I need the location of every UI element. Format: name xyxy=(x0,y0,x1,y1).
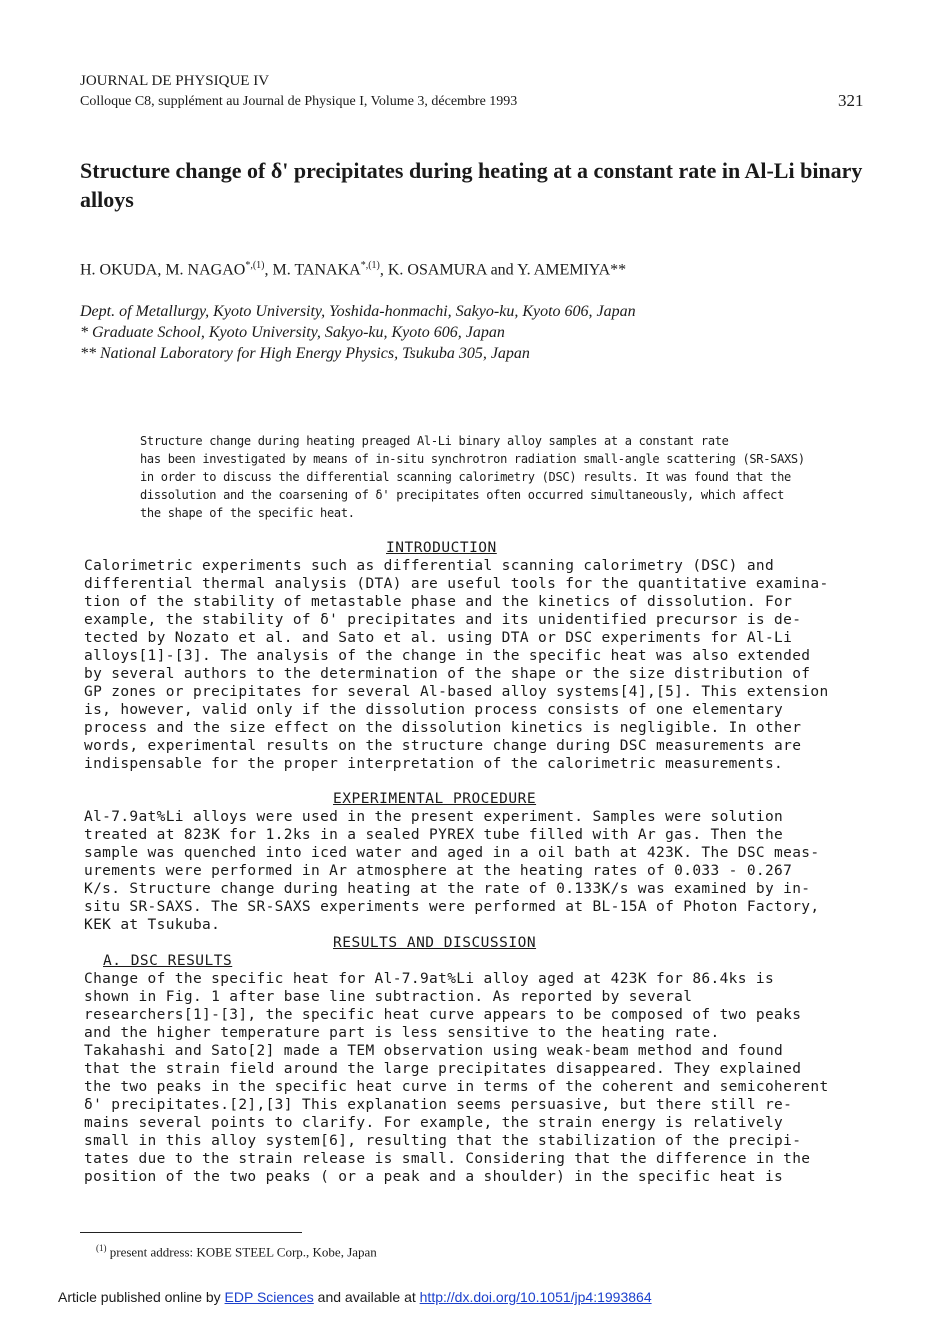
abstract-line: dissolution and the coarsening of δ' precipitates often occurred simultaneously, which affect xyxy=(140,488,784,502)
body-line: words, experimental results on the structure change during DSC measurements are xyxy=(84,738,802,754)
body-line: process and the size effect on the dissolution kinetics is negligible. In other xyxy=(84,720,802,736)
body-line: mains several points to clarify. For example, the strain energy is relatively xyxy=(84,1115,784,1131)
paper-title: Structure change of δ' precipitates during heating at a constant rate in Al-Li binary alloys xyxy=(80,158,863,212)
journal-issue: Colloque C8, supplément au Journal de Physique I, Volume 3, décembre 1993 xyxy=(80,94,518,109)
banner-middle: and available at xyxy=(313,1289,420,1305)
body-line: small in this alloy system[6], resulting that the stabilization of the precipi- xyxy=(84,1133,802,1149)
body-line: tion of the stability of metastable phase and the kinetics of dissolution. For xyxy=(84,594,793,610)
publisher-link[interactable]: EDP Sciences xyxy=(224,1289,314,1305)
author-group-2: , M. TANAKA xyxy=(264,261,361,279)
doi-link[interactable]: http://dx.doi.org/10.1051/jp4:1993864 xyxy=(419,1289,652,1305)
introduction-heading: INTRODUCTION xyxy=(386,540,497,556)
body-line: urements were performed in Ar atmosphere at the heating rates of 0.033 - 0.267 xyxy=(84,863,793,879)
footnote xyxy=(96,1240,377,1260)
body-line: researchers[1]-[3], the specific heat curve appears to be composed of two peaks xyxy=(84,1007,802,1023)
author-note-1: *,(1) xyxy=(245,260,265,271)
body-line: GP zones or precipitates for several Al-based alloy systems[4],[5]. This extension xyxy=(84,684,829,700)
dsc-results-subheading: A. DSC RESULTS xyxy=(103,953,233,969)
body-line: situ SR-SAXS. The SR-SAXS experiments were performed at BL-15A of Photon Factory, xyxy=(84,899,820,915)
body-line: indispensable for the proper interpretation of the calorimetric measurements. xyxy=(84,756,784,772)
body-line: the two peaks in the specific heat curve in terms of the coherent and semicoherent xyxy=(84,1079,829,1095)
banner-prefix: Article published online by xyxy=(58,1289,225,1305)
body-line: differential thermal analysis (DTA) are useful tools for the quantitative examina- xyxy=(84,576,829,592)
author-note-2: *,(1) xyxy=(360,260,380,271)
author-group-1: H. OKUDA, M. NAGAO xyxy=(80,261,246,279)
body-line: treated at 823K for 1.2ks in a sealed PYREX tube filled with Ar gas. Then the xyxy=(84,827,784,843)
body-line: δ' precipitates.[2],[3] This explanation seems persuasive, but there still re- xyxy=(84,1097,793,1113)
abstract-line: Structure change during heating preaged Al-Li binary alloy samples at a constant rate xyxy=(140,434,729,448)
body-line: and the higher temperature part is less sensitive to the heating rate. xyxy=(84,1025,720,1041)
journal-name: JOURNAL DE PHYSIQUE IV xyxy=(80,73,270,89)
body-line: is, however, valid only if the dissolution process consists of one elementary xyxy=(84,702,784,718)
body-line: tates due to the strain release is small. Considering that the difference in the xyxy=(84,1151,811,1167)
footnote-marker: (1) xyxy=(96,1243,107,1253)
body-line: Takahashi and Sato[2] made a TEM observation using weak-beam method and found xyxy=(84,1043,784,1059)
author-list xyxy=(80,256,626,280)
affiliation-2: * Graduate School, Kyoto University, Sakyo-ku, Kyoto 606, Japan xyxy=(80,324,505,341)
body-line: Change of the specific heat for Al-7.9at%Li alloy aged at 423K for 86.4ks is xyxy=(84,971,775,987)
footnote-text: present address: KOBE STEEL Corp., Kobe, Japan xyxy=(109,1244,377,1260)
body-line: position of the two peaks ( or a peak and a shoulder) in the specific heat is xyxy=(84,1169,784,1185)
author-group-3: , K. OSAMURA and Y. AMEMIYA** xyxy=(379,261,627,279)
page-number: 321 xyxy=(838,91,864,110)
affiliation-3: ** National Laboratory for High Energy Physics, Tsukuba 305, Japan xyxy=(80,345,530,362)
abstract-line: the shape of the specific heat. xyxy=(140,506,355,520)
body-line: Calorimetric experiments such as differential scanning calorimetry (DSC) and xyxy=(84,558,775,574)
body-line: KEK at Tsukuba. xyxy=(84,917,221,933)
body-line: alloys[1]-[3]. The analysis of the change in the specific heat was also extended xyxy=(84,648,811,664)
footnote-divider xyxy=(80,1232,302,1233)
publication-banner xyxy=(58,1289,652,1305)
results-heading: RESULTS AND DISCUSSION xyxy=(333,935,537,951)
body-line: by several authors to the determination of the shape or the size distribution of xyxy=(84,666,811,682)
affiliation-1: Dept. of Metallurgy, Kyoto University, Yoshida-honmachi, Sakyo-ku, Kyoto 606, Japan xyxy=(80,303,636,320)
body-line: sample was quenched into iced water and aged in a oil bath at 423K. The DSC meas- xyxy=(84,845,820,861)
experimental-heading: EXPERIMENTAL PROCEDURE xyxy=(333,791,537,807)
body-line: shown in Fig. 1 after base line subtraction. As reported by several xyxy=(84,989,693,1005)
body-line: Al-7.9at%Li alloys were used in the present experiment. Samples were solution xyxy=(84,809,784,825)
abstract-line: in order to discuss the differential scanning calorimetry (DSC) results. It was found that the xyxy=(140,470,791,484)
body-line: tected by Nozato et al. and Sato et al. using DTA or DSC experiments for Al-Li xyxy=(84,630,793,646)
body-line: K/s. Structure change during heating at the rate of 0.133K/s was examined by in- xyxy=(84,881,811,897)
body-line: that the strain field around the large precipitates disappeared. They explained xyxy=(84,1061,802,1077)
abstract-line: has been investigated by means of in-situ synchrotron radiation small-angle scattering (SR-SAXS) xyxy=(140,452,805,466)
body-line: example, the stability of δ' precipitates and its unidentified precursor is de- xyxy=(84,612,802,628)
